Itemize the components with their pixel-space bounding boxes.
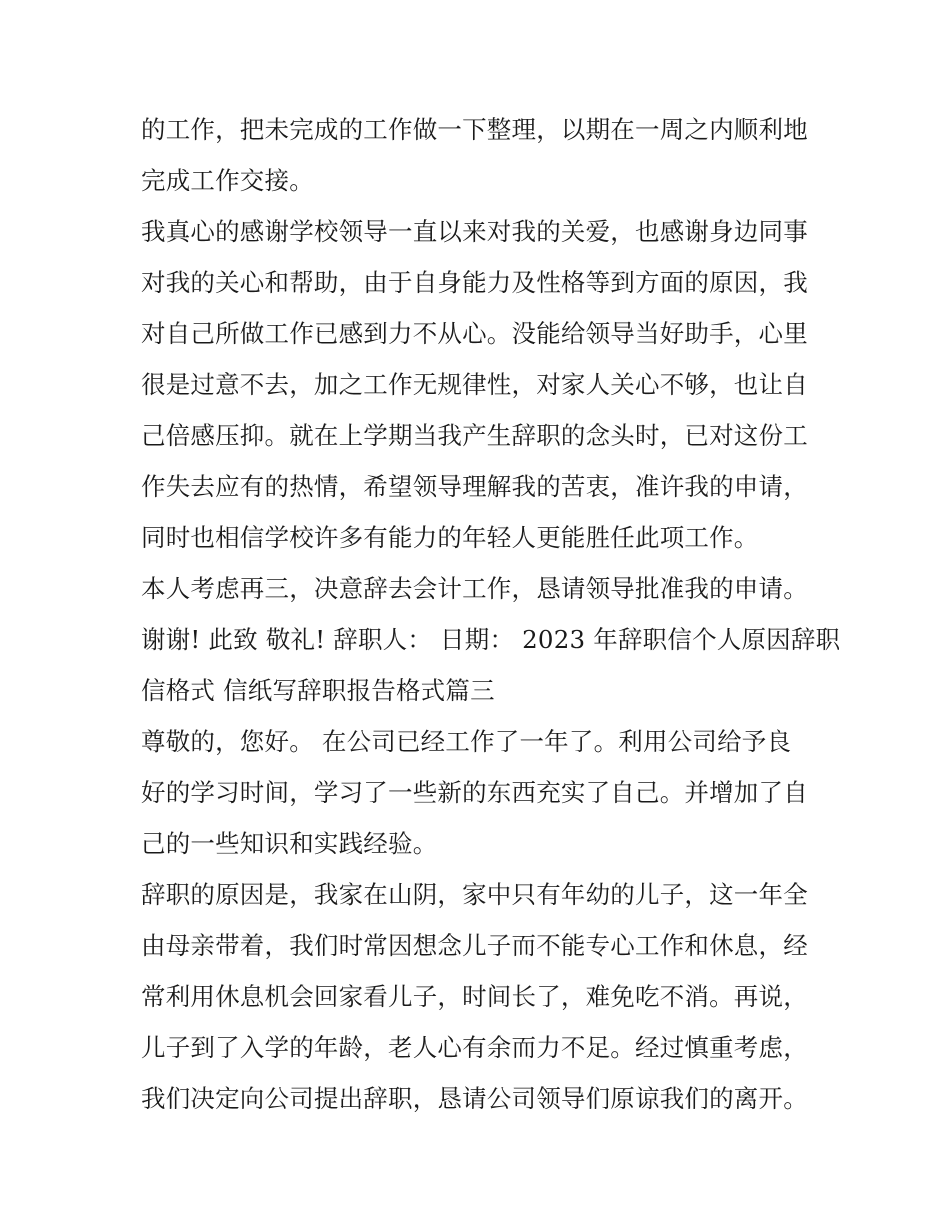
- paragraph-work-handover: [141, 104, 821, 206]
- text-line: 作失去应有的热情，希望领导理解我的苦衷，准许我的申请，: [141, 472, 808, 501]
- text-line: 谢谢! 此致 敬礼! 辞职人： 日期： 2023 年辞职信个人原因辞职: [141, 625, 841, 654]
- text-line: 尊敬的，您好。 在公司已经工作了一年了。利用公司给予良: [141, 727, 792, 756]
- text-line: 完成工作交接。: [141, 166, 314, 195]
- text-line: 对我的关心和帮助，由于自身能力及性格等到方面的原因，我: [141, 268, 808, 297]
- text-line: 信格式 信纸写辞职报告格式篇三: [141, 676, 495, 705]
- paragraph-closing-and-heading: [141, 614, 841, 716]
- text-line: 很是过意不去，加之工作无规律性，对家人关心不够，也让自: [141, 370, 808, 399]
- document-body: [141, 104, 841, 1124]
- paragraph-decision: [141, 563, 821, 614]
- text-line: 己倍感压抑。就在上学期当我产生辞职的念头时，已对这份工: [141, 421, 808, 450]
- text-line: 辞职的原因是，我家在山阴，家中只有年幼的儿子，这一年全: [141, 880, 808, 909]
- text-line: 我真心的感谢学校领导一直以来对我的关爱，也感谢身边同事: [141, 217, 808, 246]
- text-line: 儿子到了入学的年龄，老人心有余而力不足。经过慎重考虑，: [141, 1033, 808, 1062]
- paragraph-gratitude: [141, 206, 821, 563]
- text-line: 的工作，把未完成的工作做一下整理，以期在一周之内顺利地: [141, 115, 808, 144]
- text-line: 己的一些知识和实践经验。: [141, 829, 438, 858]
- paragraph-reason: [141, 869, 821, 1124]
- paragraph-greeting: [141, 716, 821, 869]
- text-line: 由母亲带着，我们时常因想念儿子而不能专心工作和休息，经: [141, 931, 808, 960]
- text-line: 本人考虑再三，决意辞去会计工作，恳请领导批准我的申请。: [141, 574, 808, 603]
- text-line: 好的学习时间，学习了一些新的东西充实了自己。并增加了自: [141, 778, 808, 807]
- text-line: 对自己所做工作已感到力不从心。没能给领导当好助手，心里: [141, 319, 808, 348]
- text-line: 常利用休息机会回家看儿子，时间长了，难免吃不消。再说，: [141, 982, 808, 1011]
- text-line: 我们决定向公司提出辞职，恳请公司领导们原谅我们的离开。: [141, 1084, 808, 1113]
- text-line: 同时也相信学校许多有能力的年轻人更能胜任此项工作。: [141, 523, 759, 552]
